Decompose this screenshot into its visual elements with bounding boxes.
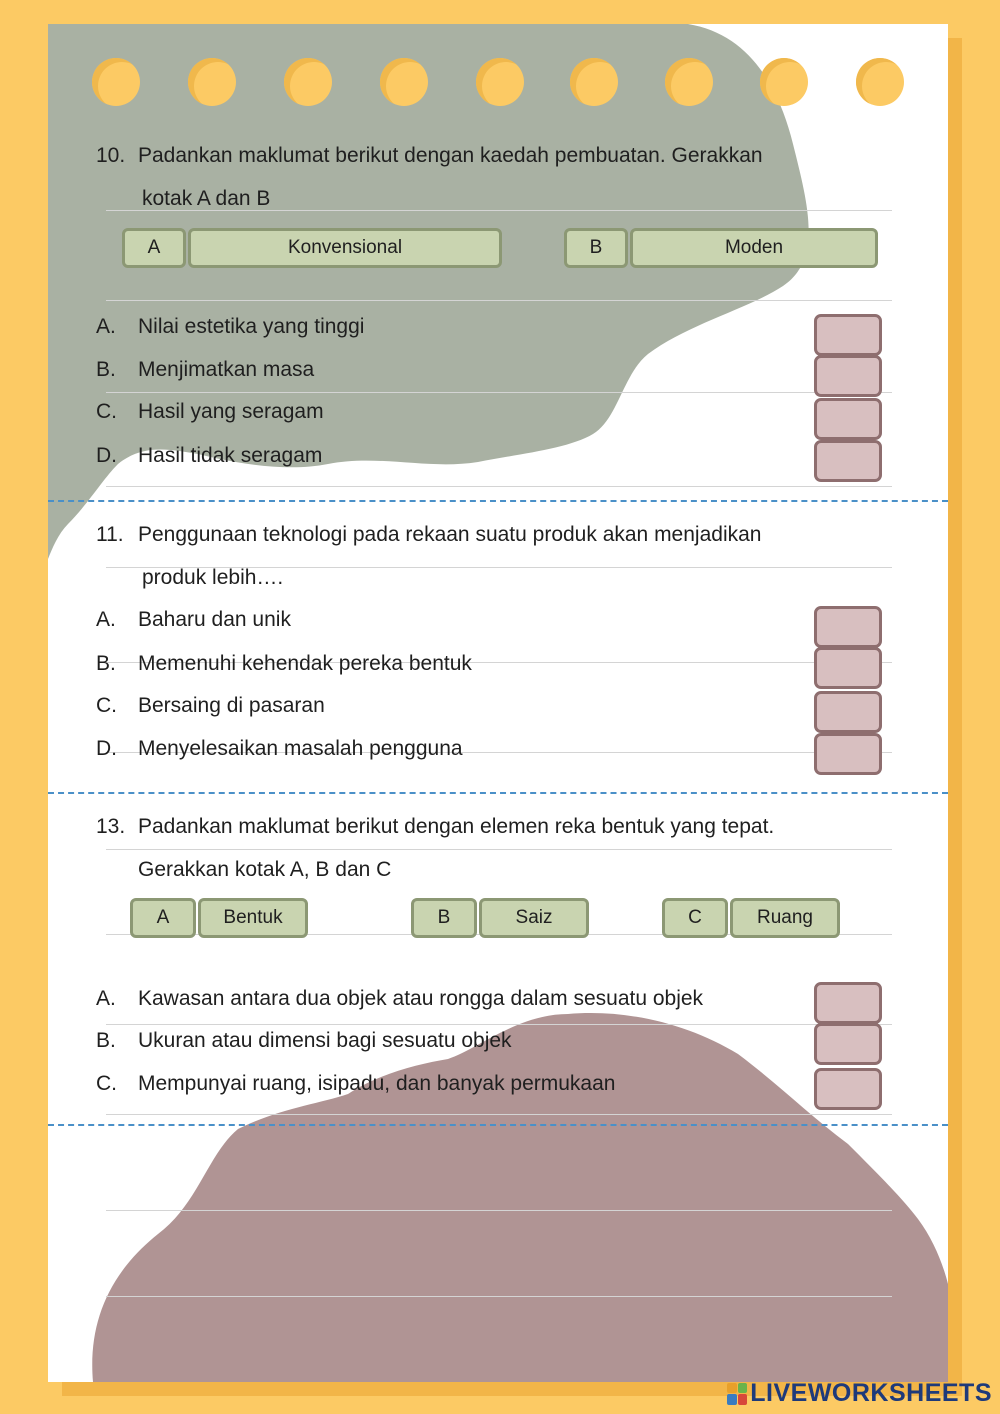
chip-label: Ruang [757, 907, 813, 928]
drag-chip-c-key[interactable] [662, 898, 728, 938]
q10-drop-box-b[interactable] [814, 355, 882, 397]
binder-hole [188, 58, 236, 106]
section-divider [48, 1124, 948, 1126]
question-11-line-2 [142, 566, 283, 590]
drag-chip-a-key[interactable] [130, 898, 196, 938]
drag-chip-b-key[interactable] [564, 228, 628, 268]
chip-label: Saiz [515, 907, 553, 928]
question-13-line-1 [96, 815, 774, 839]
binder-hole [665, 58, 713, 106]
q10-option-b: B. Menjimatkan masa [96, 358, 315, 381]
chip-key: A [147, 237, 161, 258]
question-text: Padankan maklumat berikut dengan elemen reka bentuk yang tepat. [138, 815, 775, 838]
question-10-line-1 [96, 144, 763, 168]
q10-drop-box-c[interactable] [814, 398, 882, 440]
binder-hole [380, 58, 428, 106]
liveworksheets-logo [727, 1379, 992, 1408]
drag-chip-b-moden[interactable] [630, 228, 878, 268]
chip-key: B [437, 907, 451, 928]
question-text: produk lebih…. [142, 566, 284, 589]
q11-drop-box-d[interactable] [814, 733, 882, 775]
q13-drop-box-c[interactable] [814, 1068, 882, 1110]
q13-drop-box-b[interactable] [814, 1023, 882, 1065]
question-text: Padankan maklumat berikut dengan kaedah pembuatan. Gerakkan [138, 144, 763, 167]
q11-drop-box-b[interactable] [814, 647, 882, 689]
drag-chip-c-ruang[interactable] [730, 898, 840, 938]
question-number: 13. [96, 815, 126, 838]
q11-option-c: C. Bersaing di pasaran [96, 694, 325, 717]
drag-chip-a-key[interactable] [122, 228, 186, 268]
q10-option-c: C. Hasil yang seragam [96, 400, 324, 423]
ruled-line [106, 849, 892, 850]
q10-option-a: A. Nilai estetika yang tinggi [96, 315, 365, 338]
q10-drop-box-d[interactable] [814, 440, 882, 482]
question-13-line-2 [138, 858, 391, 882]
q11-drop-box-a[interactable] [814, 606, 882, 648]
q11-option-a: A. Baharu dan unik [96, 608, 291, 631]
chip-key: C [688, 907, 702, 928]
chip-key: A [156, 907, 170, 928]
question-number: 10. [96, 144, 126, 167]
ruled-line [106, 1024, 892, 1025]
question-10-line-2 [142, 187, 270, 211]
binder-hole [284, 58, 332, 106]
binder-hole [92, 58, 140, 106]
liveworksheets-icon [727, 1383, 747, 1405]
drag-chip-a-konvensional[interactable] [188, 228, 502, 268]
q11-drop-box-c[interactable] [814, 691, 882, 733]
q13-drop-box-a[interactable] [814, 982, 882, 1024]
q11-option-b: B. Memenuhi kehendak pereka bentuk [96, 652, 472, 675]
section-divider [48, 500, 948, 502]
chip-label: Bentuk [223, 907, 283, 928]
ruled-line [106, 1296, 892, 1297]
ruled-line [106, 486, 892, 487]
q13-option-a: A. Kawasan antara dua objek atau rongga dalam sesuatu objek [96, 987, 704, 1010]
question-number: 11. [96, 523, 124, 546]
q10-drop-box-a[interactable] [814, 314, 882, 356]
binder-hole [760, 58, 808, 106]
question-text: Gerakkan kotak A, B dan C [138, 858, 392, 881]
drag-chip-a-bentuk[interactable] [198, 898, 308, 938]
q11-option-d: D. Menyelesaikan masalah pengguna [96, 737, 463, 760]
chip-label: Konvensional [287, 237, 403, 258]
ruled-line [106, 300, 892, 301]
chip-key: B [589, 237, 603, 258]
ruled-line [106, 392, 892, 393]
binder-hole [856, 58, 904, 106]
question-text: kotak A dan B [142, 187, 271, 210]
question-11-line-1 [96, 523, 761, 547]
ruled-line [106, 1210, 892, 1211]
drag-chip-b-saiz[interactable] [479, 898, 589, 938]
brand-text: LIVEWORKSHEETS [750, 1379, 992, 1407]
q10-option-d: D. Hasil tidak seragam [96, 444, 323, 467]
drag-chip-b-key[interactable] [411, 898, 477, 938]
binder-hole [570, 58, 618, 106]
worksheet-page [48, 24, 948, 1382]
ruled-line [106, 1114, 892, 1115]
chip-label: Moden [724, 237, 784, 258]
section-divider [48, 792, 948, 794]
q13-option-c: C. Mempunyai ruang, isipadu, dan banyak permukaan [96, 1072, 616, 1095]
question-text: Penggunaan teknologi pada rekaan suatu produk akan menjadikan [138, 523, 762, 546]
q13-option-b: B. Ukuran atau dimensi bagi sesuatu objek [96, 1029, 512, 1052]
binder-hole [476, 58, 524, 106]
